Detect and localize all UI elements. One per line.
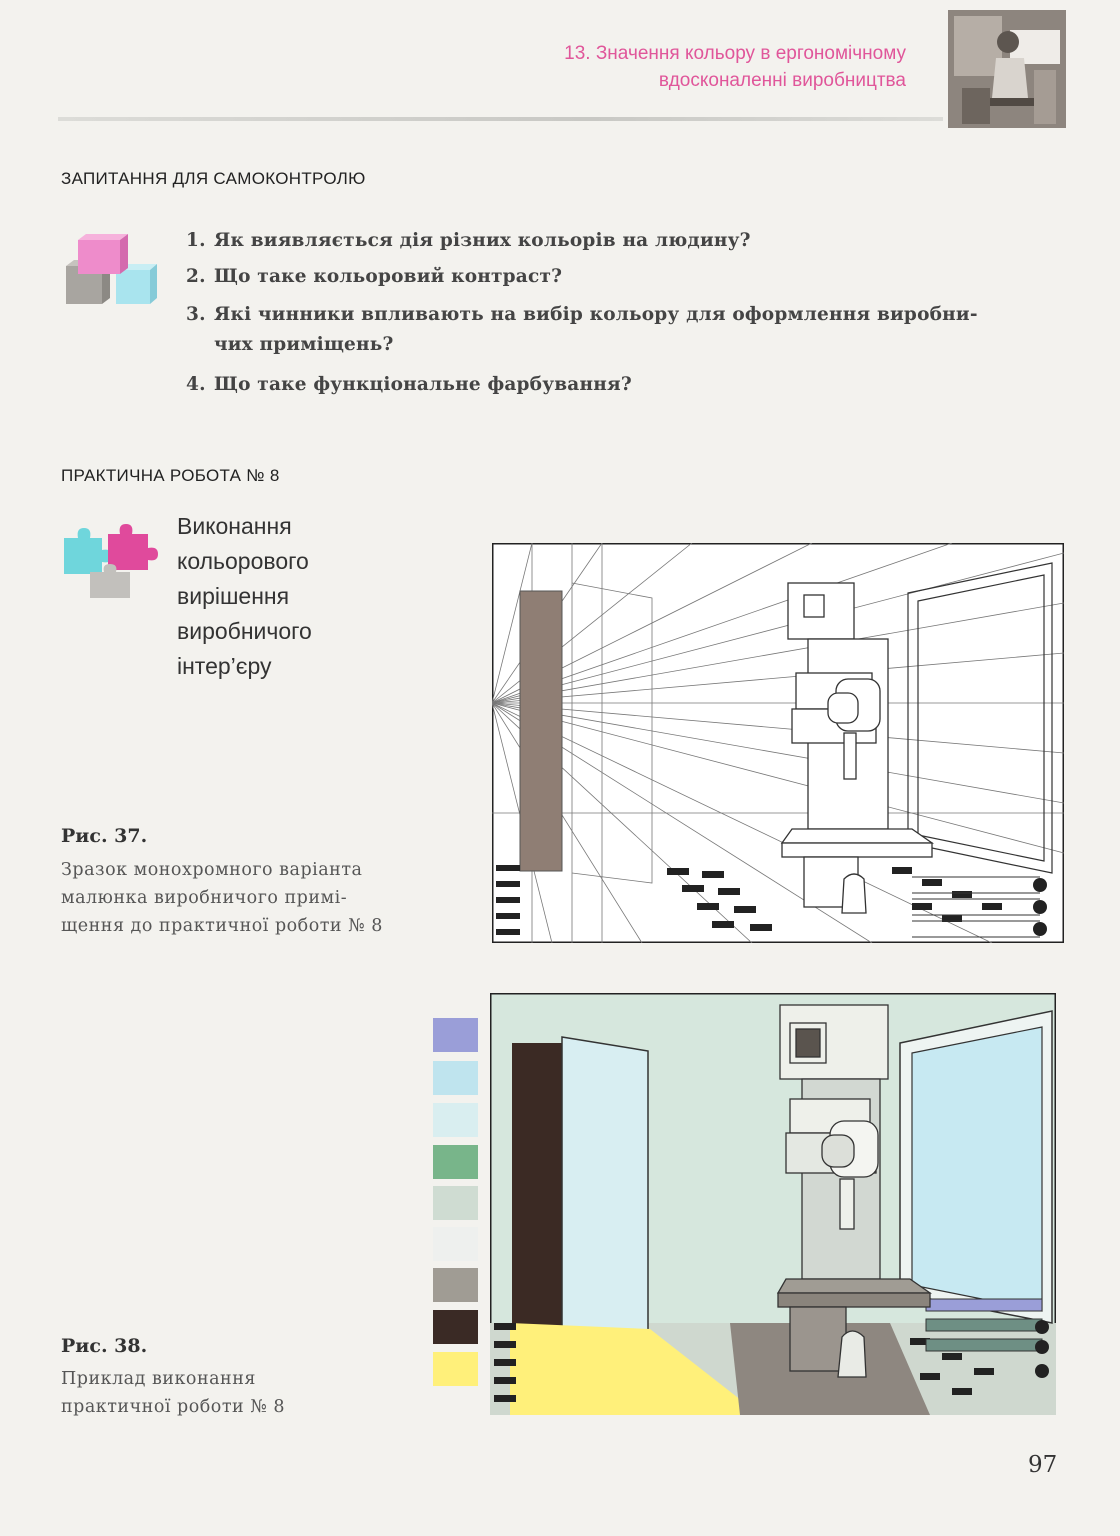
question-number: 4. <box>186 374 206 395</box>
question-1 <box>186 226 1066 256</box>
figure-38-label: Рис. 38. <box>61 1335 148 1357</box>
question-number: 2. <box>186 266 206 287</box>
caption-line: щення до практичної роботи № 8 <box>61 916 383 936</box>
question-text: Що таке кольоровий контраст? <box>214 266 563 287</box>
chapter-title-line-1: 13. Значення кольору в ергономічному <box>564 43 906 64</box>
palette-swatch-9 <box>433 1352 478 1386</box>
title-line: Виконання <box>177 513 292 539</box>
palette-swatch-8 <box>433 1310 478 1344</box>
color-cubes-icon <box>60 232 160 314</box>
title-line: вирішення <box>177 583 290 609</box>
self-control-heading: ЗАПИТАННЯ ДЛЯ САМОКОНТРОЛЮ <box>61 169 366 188</box>
practical-work-title <box>177 509 437 684</box>
puzzle-pieces-icon <box>60 520 160 602</box>
palette-swatch-7 <box>433 1268 478 1302</box>
palette-swatch-5 <box>433 1186 478 1220</box>
palette-swatch-4 <box>433 1145 478 1179</box>
question-2 <box>186 262 1066 292</box>
question-text: Що таке функціональне фарбування? <box>214 374 632 395</box>
practical-work-heading: ПРАКТИЧНА РОБОТА № 8 <box>61 466 280 485</box>
caption-line: малюнка виробничого примі- <box>61 888 348 908</box>
title-line: інтер’єру <box>177 653 272 679</box>
question-text: Як виявляється дія різних кольорів на людину? <box>214 230 751 251</box>
header-divider <box>58 117 943 121</box>
chapter-header-photo <box>948 10 1066 128</box>
question-number: 1. <box>186 230 206 251</box>
figure-37-monochrome-drawing <box>492 543 1064 943</box>
question-4 <box>186 370 1066 400</box>
question-3 <box>186 300 1066 360</box>
chapter-title <box>386 40 906 94</box>
caption-line: Приклад виконання <box>61 1369 256 1389</box>
palette-swatch-1 <box>433 1018 478 1052</box>
title-line: кольорового <box>177 548 309 574</box>
figure-38-color-drawing <box>490 993 1056 1415</box>
question-text-continued: чих приміщень? <box>214 334 394 355</box>
caption-line: Зразок монохромного варіанта <box>61 860 363 880</box>
palette-swatch-6 <box>433 1227 478 1261</box>
title-line: виробничого <box>177 618 312 644</box>
caption-line: практичної роботи № 8 <box>61 1397 285 1417</box>
question-text: Які чинники впливають на вибір кольору для оформлення виробни- <box>214 304 978 325</box>
figure-38-caption <box>61 1365 285 1421</box>
chapter-title-line-2: вдосконаленні виробництва <box>658 70 906 91</box>
page-number: 97 <box>1028 1452 1058 1478</box>
question-number: 3. <box>186 304 206 325</box>
figure-37-caption <box>61 856 383 940</box>
palette-swatch-3 <box>433 1103 478 1137</box>
palette-swatch-2 <box>433 1061 478 1095</box>
figure-37-label: Рис. 37. <box>61 825 148 847</box>
